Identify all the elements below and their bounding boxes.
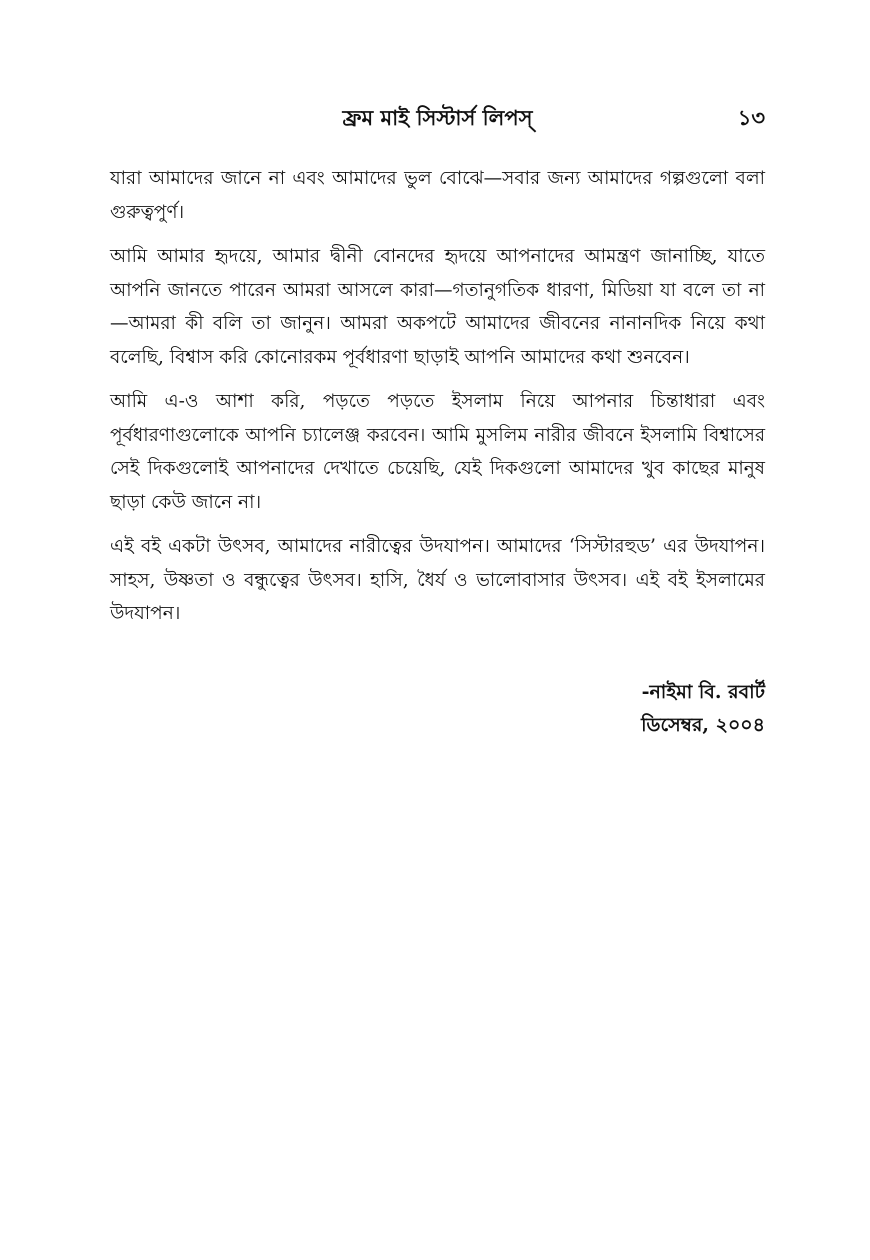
paragraph-4: এই বই একটা উৎসব, আমাদের নারীত্বের উদযাপন। আমাদের ‘সিস্টারহুড’ এর উদযাপন। সাহস, উষ্ণতা ও বন্ধুত্বের উৎসব। হাসি, ধৈর্য ও ভালোবাসার উৎসব। এই বই ইসলামের উদযাপন।	[110, 536, 765, 624]
paragraph-1: যারা আমাদের জানে না এবং আমাদের ভুল বোঝে—সবার জন্য আমাদের গল্পগুলো বলা গুরুত্বপুর্ণ।	[110, 168, 765, 223]
signature-block	[641, 676, 765, 742]
author-signature: -নাইমা বি. রবার্ট	[641, 681, 765, 703]
page-number: ১৩	[737, 105, 765, 130]
running-header	[110, 100, 765, 136]
body-text	[110, 162, 765, 642]
signature-date: ডিসেম্বর, ২০০৪	[641, 714, 765, 736]
paragraph-2: আমি আমার হৃদয়ে, আমার দ্বীনী বোনদের হৃদয়ে আপনাদের আমন্ত্রণ জানাচ্ছি, যাতে আপনি জানতে পারেন আমরা আসলে কারা—গতানুগতিক ধারণা, মিডিয়া যা বলে তা না—আমরা কী বলি তা জানুন। আমরা অকপটে আমাদের জীবনের নানানদিক নিয়ে কথা বলেছি, বিশ্বাস করি কোনোরকম পূর্বধারণা ছাড়াই আপনি আমাদের কথা শুনবেন।	[110, 246, 765, 368]
paragraph-3: আমি এ-ও আশা করি, পড়তে পড়তে ইসলাম নিয়ে আপনার চিন্তাধারা এবং পূর্বধারণাগুলোকে আপনি চ্যালেঞ্জ করবেন। আমি মুসলিম নারীর জীবনে ইসলামি বিশ্বাসের সেই দিকগুলোই আপনাদের দেখাতে চেয়েছি, যেই দিকগুলো আমাদের খুব কাছের মানুষ ছাড়া কেউ জানে না।	[110, 391, 765, 513]
book-title-header: ফ্রম মাই সিস্টার্স লিপস্	[342, 105, 533, 130]
